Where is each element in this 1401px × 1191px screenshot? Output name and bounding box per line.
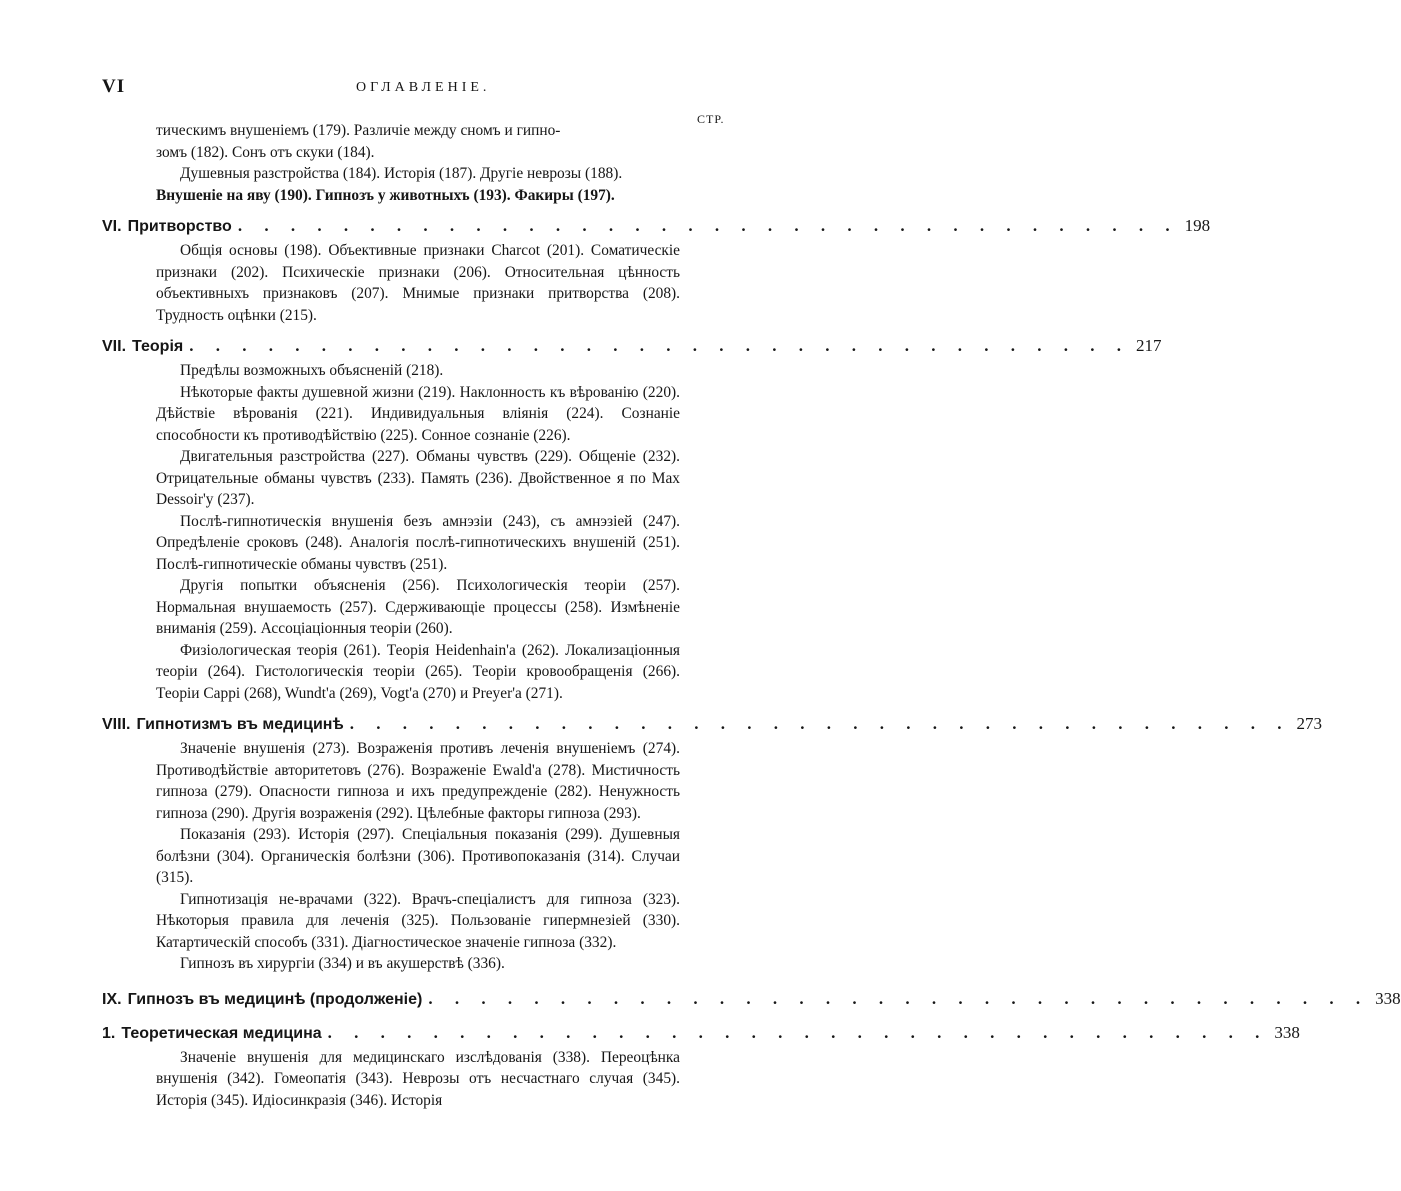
toc-entry-title: [102, 991, 422, 1009]
section-page: 338: [1274, 1022, 1300, 1042]
page-column-label: СТР.: [697, 112, 725, 126]
section-title: Теоретическая медицина: [121, 1024, 322, 1042]
toc-entry-vi[interactable]: [102, 216, 1211, 236]
leader-dots: . . . . . . . . . . . . . . . . . . . . . . . . . . . . . . . . . . . .: [327, 1022, 1269, 1042]
section-summary: Послѣ-гипнотическiя внушенiя безъ амнэзiи (243), съ амнэзiей (247). Опредѣленiе сроковъ (248). Аналогiя послѣ-гипнотическихъ внушенiй (251). Послѣ-гипнотическiе обманы чувствъ (251).: [156, 512, 680, 573]
section-number: VII.: [102, 338, 127, 355]
section-page: 217: [1135, 336, 1162, 355]
toc-content: [0, 120, 1401, 1111]
intro-line: тическимъ внушенiемъ (179). Различiе между сномъ и гипно-: [156, 122, 561, 139]
intro-paragraph: Внушенiе на яву (190). Гипнозъ у животныхъ (193). Факиры (197).: [156, 186, 615, 204]
section-summary: Предѣлы возможныхъ объясненiй (218).: [180, 362, 444, 379]
intro-line: зомъ (182). Сонъ отъ скуки (184).: [156, 143, 375, 161]
section-summary: Гипнотизацiя не-врачами (322). Врачъ-спецiалистъ для гипноза (323). Нѣкоторыя правила для леченiя (325). Пользованiе гипермнезiей (330). Катартическiй способъ (331). Дiагностическое значенiе гипноза (332).: [156, 890, 680, 951]
section-summary: Физiологическая теорiя (261). Теорiя Heidenhain'а (262). Локализацiонныя теорiи (264). Гистологическiя теорiи (265). Теорiи кровообращенiя (266). Теорiи Cappi (268), Wundt'а (269), Vogt'а (270) и Preyer'а (271).: [156, 641, 680, 702]
toc-entry-title: [102, 218, 232, 236]
running-title: ОГЛАВЛЕНIЕ.: [356, 80, 491, 95]
leader-dots: . . . . . . . . . . . . . . . . . . . . . . . . . . . . . . . . . . . .: [189, 336, 1130, 355]
toc-entry-vii[interactable]: [102, 336, 1162, 356]
leader-dots: . . . . . . . . . . . . . . . . . . . . . . . . . . . . . . . . . . . .: [237, 216, 1179, 235]
section-summary: Значенiе внушенiя (273). Возраженiя противъ леченiя внушенiемъ (274). Противодѣйствiе авторитетовъ (276). Возраженiе Ewald'а (278). Мистичность гипноза (279). Опасности гипноза и ихъ предупрежденiе (282). Ненужность гипноза (290). Другiя возраженiя (292). Цѣлебные факторы гипноза (293).: [156, 740, 680, 822]
intro-paragraph: Душевныя разстройства (184). Исторiя (187). Другiе неврозы (188).: [180, 165, 623, 182]
toc-entry-title: [102, 1025, 322, 1043]
leader-dots: . . . . . . . . . . . . . . . . . . . . . . . . . . . . . . . . . . . .: [349, 714, 1291, 733]
page-number: VI: [102, 76, 126, 97]
section-number: 1.: [102, 1024, 116, 1042]
page-header: [0, 76, 840, 106]
toc-entry-ix[interactable]: [102, 988, 1401, 1009]
section-number: VIII.: [102, 716, 131, 733]
section-number: VI.: [102, 218, 122, 235]
section-page: 198: [1184, 216, 1211, 235]
toc-entry-title: [102, 338, 183, 356]
section-page: 338: [1375, 988, 1401, 1008]
section-summary: Общiя основы (198). Объективные признаки Charcot (201). Соматическiе признаки (202). Психическiе признаки (206). Относительная цѣнность объективныхъ признаковъ (207). Мнимые признаки притворства (208). Трудность оцѣнки (215).: [156, 242, 680, 324]
section-summary: Показанiя (293). Исторiя (297). Спецiальныя показанiя (299). Душевныя болѣзни (304). Органическiя болѣзни (306). Противопоказанiя (314). Случаи (315).: [156, 826, 680, 886]
toc-entry-1[interactable]: [102, 1022, 1300, 1043]
section-title: Гипнозъ въ медицинѣ (продолженiе): [127, 990, 423, 1008]
section-number: IX.: [102, 990, 122, 1008]
section-page: 273: [1296, 714, 1322, 733]
section-summary: Гипнозъ въ хирургiи (334) и въ акушерствѣ (336).: [180, 955, 505, 972]
section-summary: Значенiе внушенiя для медицинскаго изслѣдованiя (338). Переоцѣнка внушенiя (342). Гомеопатiя (343). Неврозы отъ несчастнаго случая (345). Исторiя (345). Идiосинкразiя (346). Исторiя: [156, 1048, 680, 1109]
section-title: Притворство: [127, 218, 232, 235]
section-summary: Двигательныя разстройства (227). Обманы чувствъ (229). Общенiе (232). Отрицательные обманы чувствъ (233). Память (236). Двойственное я по Max Dessoir'у (237).: [156, 448, 680, 508]
section-summary: Другiя попытки объясненiя (256). Психологическiя теорiи (257). Нормальная внушаемость (257). Сдерживающiе процессы (258). Измѣненiе вниманiя (259). Ассоцiацiонныя теорiи (260).: [156, 577, 680, 637]
toc-entry-title: [102, 716, 344, 734]
leader-dots: . . . . . . . . . . . . . . . . . . . . . . . . . . . . . . . . . . . .: [428, 988, 1370, 1008]
section-title: Гипнотизмъ въ медицинѣ: [136, 716, 344, 733]
toc-entry-viii[interactable]: [102, 714, 1322, 734]
section-title: Теорiя: [132, 338, 184, 355]
section-summary: Нѣкоторые факты душевной жизни (219). Наклонность къ вѣрованiю (220). Дѣйствiе вѣрованiя (221). Индивидуальныя влiянiя (224). Сознанiе способности къ противодѣйствiю (225). Сонное сознанiе (226).: [156, 383, 680, 444]
